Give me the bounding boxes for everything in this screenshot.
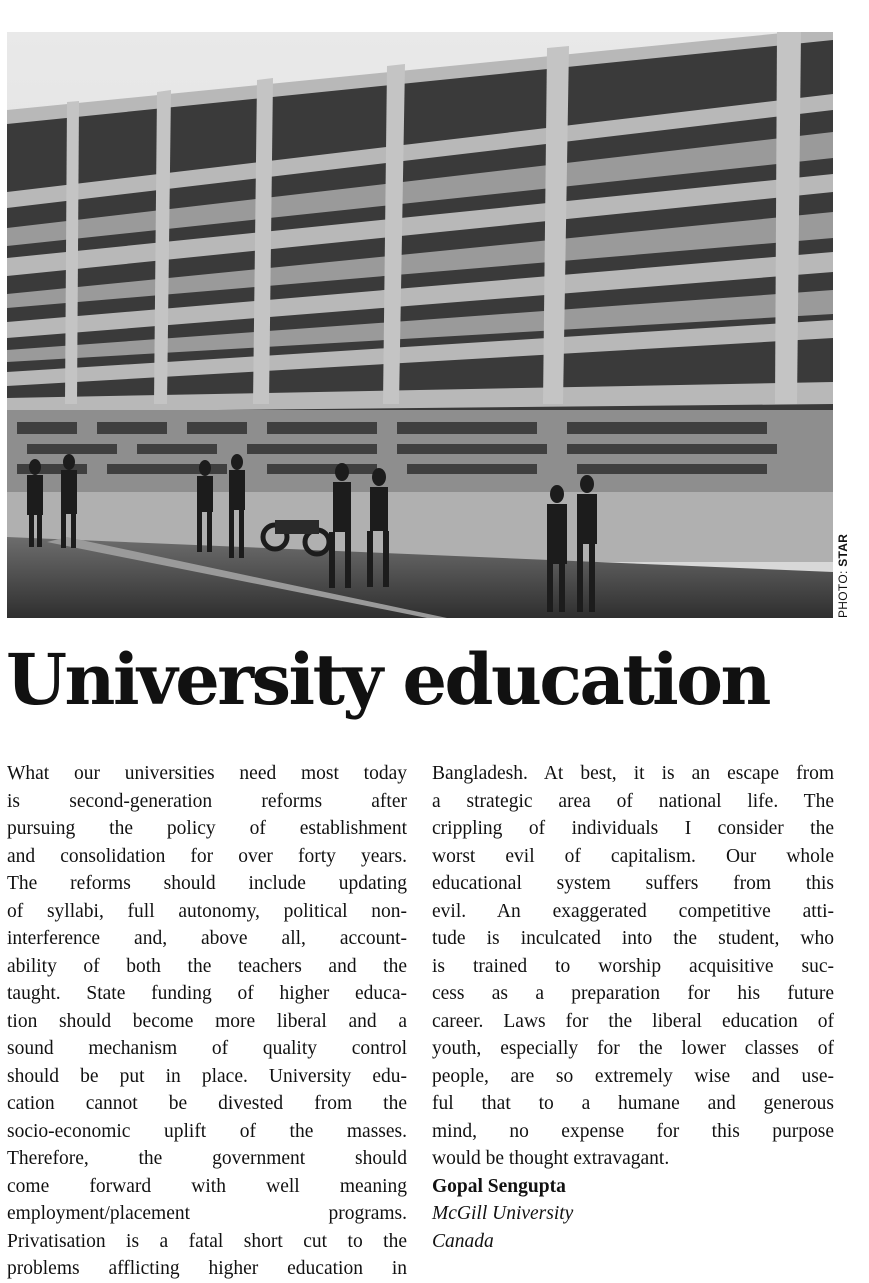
body-text-line: ability of both the teachers and the bbox=[7, 955, 407, 977]
body-text-line: is trained to worship acquisitive suc- bbox=[432, 955, 834, 977]
body-text-line: interference and, above all, account- bbox=[7, 928, 407, 949]
body-text-line: crippling of individuals I consider the bbox=[432, 818, 834, 839]
body-text-line: should be put in place. University edu- bbox=[7, 1065, 407, 1087]
body-text-line: problems afflicting higher education in bbox=[7, 1258, 407, 1279]
body-text-line: educational system suffers from this bbox=[432, 873, 834, 894]
body-text-line: sound mechanism of quality control bbox=[7, 1038, 407, 1059]
body-text-line: tion should become more liberal and a bbox=[7, 1010, 407, 1032]
body-text-line: worst evil of capitalism. Our whole bbox=[432, 845, 834, 867]
body-text-line: Therefore, the government should bbox=[7, 1148, 407, 1169]
body-text-line: pursuing the policy of establishment bbox=[7, 818, 407, 839]
body-text-line: evil. An exaggerated competitive atti- bbox=[432, 900, 834, 922]
body-text-line: come forward with well meaning bbox=[7, 1175, 407, 1197]
body-text-line: career. Laws for the liberal education of bbox=[432, 1010, 834, 1032]
body-text-line: What our universities need most today bbox=[7, 763, 407, 784]
body-text-line: employment/placement programs. bbox=[7, 1203, 407, 1224]
body-text-line: people, are so extremely wise and use- bbox=[432, 1065, 834, 1087]
article-body-left-column bbox=[7, 760, 407, 1283]
body-text-line: is second-generation reforms after bbox=[7, 790, 407, 812]
body-text-line: ful that to a humane and generous bbox=[432, 1093, 834, 1114]
body-text-line: of syllabi, full autonomy, political non- bbox=[7, 900, 407, 922]
building-photo-illustration bbox=[7, 32, 833, 618]
body-text-line: cation cannot be divested from the bbox=[7, 1093, 407, 1114]
body-text-line: socio-economic uplift of the masses. bbox=[7, 1120, 407, 1142]
article-body-right-column bbox=[432, 760, 834, 1255]
body-text-line: The reforms should include updating bbox=[7, 873, 407, 894]
author-affiliation: McGill University bbox=[432, 1203, 574, 1224]
body-text-line: tude is inculcated into the student, who bbox=[432, 928, 834, 949]
article-headline: University education bbox=[6, 638, 769, 721]
body-text-line: youth, especially for the lower classes of bbox=[432, 1038, 834, 1059]
body-text-line: Bangladesh. At best, it is an escape from bbox=[432, 763, 834, 784]
author-name: Gopal Sengupta bbox=[432, 1175, 566, 1197]
body-text-line: would be thought extravagant. bbox=[432, 1148, 670, 1169]
body-text-line: Privatisation is a fatal short cut to the bbox=[7, 1230, 407, 1252]
article-photo bbox=[7, 32, 833, 618]
body-text-line: and consolidation for over forty years. bbox=[7, 845, 407, 867]
body-text-line: taught. State funding of higher educa- bbox=[7, 983, 407, 1004]
body-text-line: a strategic area of national life. The bbox=[432, 790, 834, 812]
author-country: Canada bbox=[432, 1230, 494, 1252]
body-text-line: cess as a preparation for his future bbox=[432, 983, 834, 1004]
body-text-line: mind, no expense for this purpose bbox=[432, 1120, 834, 1142]
photo-credit: PHOTO: STAR bbox=[836, 533, 850, 618]
